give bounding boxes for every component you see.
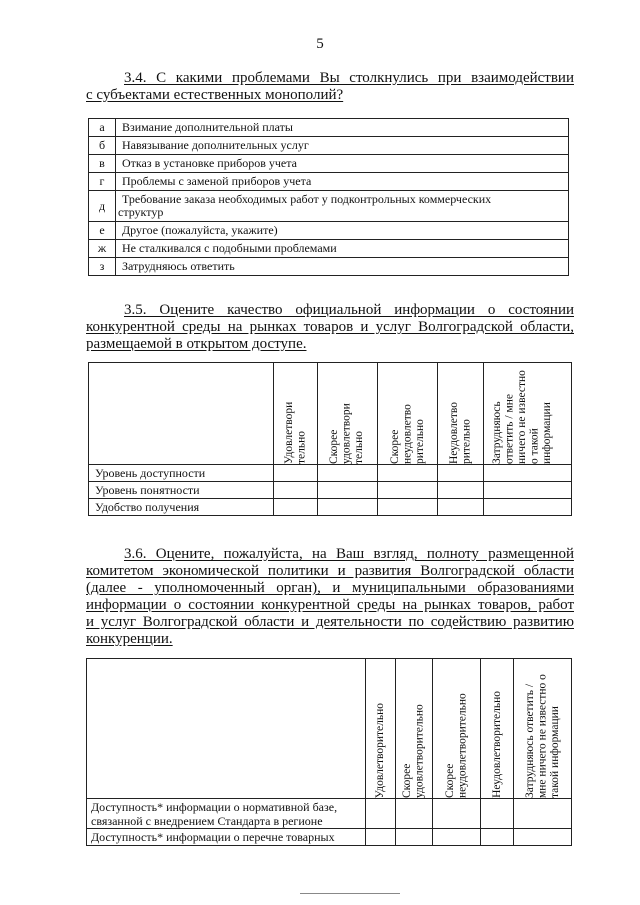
option-letter: в — [89, 155, 116, 173]
question-3-5-line-3: размещаемой в открытом доступе. — [86, 336, 307, 352]
row-label: Уровень доступности — [89, 465, 274, 482]
row-label: Уровень понятности — [89, 482, 274, 499]
option-row[interactable] — [89, 240, 569, 258]
answer-cell[interactable] — [432, 829, 480, 846]
option-letter: ж — [89, 240, 116, 258]
option-text-line-2: структур — [118, 205, 164, 219]
option-letter: б — [89, 137, 116, 155]
answer-cell[interactable] — [484, 482, 572, 499]
question-3-6-rating-table — [86, 658, 572, 846]
header-cell — [396, 659, 433, 799]
answer-cell[interactable] — [396, 829, 433, 846]
answer-cell[interactable] — [365, 799, 396, 829]
question-3-5-line-1: 3.5. Оцените качество официальной информации о состоянии — [124, 302, 574, 318]
question-3-6-line-4: информации о состоянии конкурентной среды на рынках товаров, работ — [86, 597, 574, 613]
answer-cell[interactable] — [481, 829, 514, 846]
header-text: Скорее неудовлетворительно — [443, 693, 469, 798]
answer-cell[interactable] — [437, 482, 483, 499]
answer-cell[interactable] — [274, 482, 317, 499]
answer-cell[interactable] — [377, 482, 437, 499]
row-label-line-1: Доступность* информации о перечне товарных — [91, 830, 335, 844]
option-row[interactable] — [89, 222, 569, 240]
header-text: Скорее неудовлетво рительно — [388, 404, 426, 464]
header-cell — [317, 363, 377, 465]
header-text: Неудовлетво рительно — [448, 402, 473, 464]
question-3-4-heading — [86, 70, 574, 104]
answer-cell[interactable] — [317, 499, 377, 516]
question-3-4-options-table — [88, 118, 569, 276]
option-text: Другое (пожалуйста, укажите) — [116, 222, 569, 240]
question-3-5-rating-table — [88, 362, 572, 516]
header-cell — [432, 659, 480, 799]
question-3-5-heading — [86, 302, 574, 353]
answer-cell[interactable] — [317, 465, 377, 482]
answer-cell[interactable] — [377, 499, 437, 516]
option-letter: г — [89, 173, 116, 191]
header-text: Затрудняюсь ответить / мне ничего не известно о такой информации — [490, 370, 553, 464]
row-label: Удобство получения — [89, 499, 274, 516]
option-letter: д — [89, 191, 116, 222]
question-3-6-line-6: конкуренции. — [86, 631, 173, 647]
option-text: Навязывание дополнительных услуг — [116, 137, 569, 155]
answer-cell[interactable] — [317, 482, 377, 499]
question-3-6-line-1: 3.6. Оцените, пожалуйста, на Ваш взгляд, полноту размещенной — [124, 546, 574, 562]
page-number: 5 — [316, 36, 324, 52]
option-letter: е — [89, 222, 116, 240]
row-label — [87, 829, 366, 846]
header-row — [87, 659, 572, 799]
option-text: Отказ в установке приборов учета — [116, 155, 569, 173]
answer-cell[interactable] — [481, 799, 514, 829]
header-cell — [274, 363, 317, 465]
option-text: Затрудняюсь ответить — [116, 258, 569, 276]
option-text-line-1: Требование заказа необходимых работ у подконтрольных коммерческих — [122, 192, 492, 206]
option-text — [116, 191, 569, 222]
header-empty-cell — [89, 363, 274, 465]
answer-cell[interactable] — [484, 465, 572, 482]
header-row — [89, 363, 572, 465]
page-footer-rule — [300, 893, 400, 894]
question-3-6-line-3: (далее - уполномоченный орган), и муниципальными образованиями — [86, 580, 574, 596]
option-row[interactable] — [89, 155, 569, 173]
option-row[interactable] — [89, 119, 569, 137]
row-label-line-1: Доступность* информации о нормативной базе, — [91, 799, 338, 814]
header-text: Скорее удовлетворительно — [401, 704, 426, 798]
question-3-6-heading — [86, 546, 574, 648]
question-3-6-line-2: комитетом экономической политики и развития Волгоградской области — [86, 563, 574, 579]
answer-cell[interactable] — [377, 465, 437, 482]
answer-cell[interactable] — [432, 799, 480, 829]
table-row — [87, 799, 572, 829]
table-row — [89, 482, 572, 499]
header-cell — [377, 363, 437, 465]
option-text: Не сталкивался с подобными проблемами — [116, 240, 569, 258]
answer-cell[interactable] — [274, 499, 317, 516]
answer-cell[interactable] — [365, 829, 396, 846]
header-text: Удовлетвори тельно — [282, 401, 308, 464]
header-cell — [481, 659, 514, 799]
answer-cell[interactable] — [513, 799, 571, 829]
answer-cell[interactable] — [513, 829, 571, 846]
option-row[interactable] — [89, 137, 569, 155]
question-3-4-line-2: с субъектами естественных монополий? — [86, 87, 344, 103]
answer-cell[interactable] — [437, 499, 483, 516]
row-label — [87, 799, 366, 829]
question-3-4-line-1: 3.4. С какими проблемами Вы столкнулись при взаимодействии — [124, 70, 574, 86]
option-text: Проблемы с заменой приборов учета — [116, 173, 569, 191]
option-row[interactable] — [89, 191, 569, 222]
option-row[interactable] — [89, 258, 569, 276]
option-letter: а — [89, 119, 116, 137]
header-text: Скорее удовлетвори тельно — [328, 403, 366, 464]
header-text: Неудовлетворительно — [490, 691, 503, 798]
answer-cell[interactable] — [437, 465, 483, 482]
option-row[interactable] — [89, 173, 569, 191]
row-label-line-2: связанной с внедрением Стандарта в регионе — [91, 813, 323, 828]
answer-cell[interactable] — [396, 799, 433, 829]
table-row — [89, 499, 572, 516]
header-text: Удовлетворительно — [374, 702, 387, 798]
question-3-6-line-5: и услуг Волгоградской области и деятельности по содействию развитию — [86, 614, 574, 630]
header-text: Затрудняюсь ответить / мне ничего не известно о такой информации — [523, 674, 561, 798]
answer-cell[interactable] — [274, 465, 317, 482]
option-text: Взимание дополнительной платы — [116, 119, 569, 137]
header-cell — [513, 659, 571, 799]
table-row — [89, 465, 572, 482]
table-row — [87, 829, 572, 846]
answer-cell[interactable] — [484, 499, 572, 516]
header-cell — [484, 363, 572, 465]
question-3-5-line-2: конкурентной среды на рынках товаров и услуг Волгоградской области, — [86, 319, 574, 335]
header-cell — [365, 659, 396, 799]
header-empty-cell — [87, 659, 366, 799]
header-cell — [437, 363, 483, 465]
option-letter: з — [89, 258, 116, 276]
